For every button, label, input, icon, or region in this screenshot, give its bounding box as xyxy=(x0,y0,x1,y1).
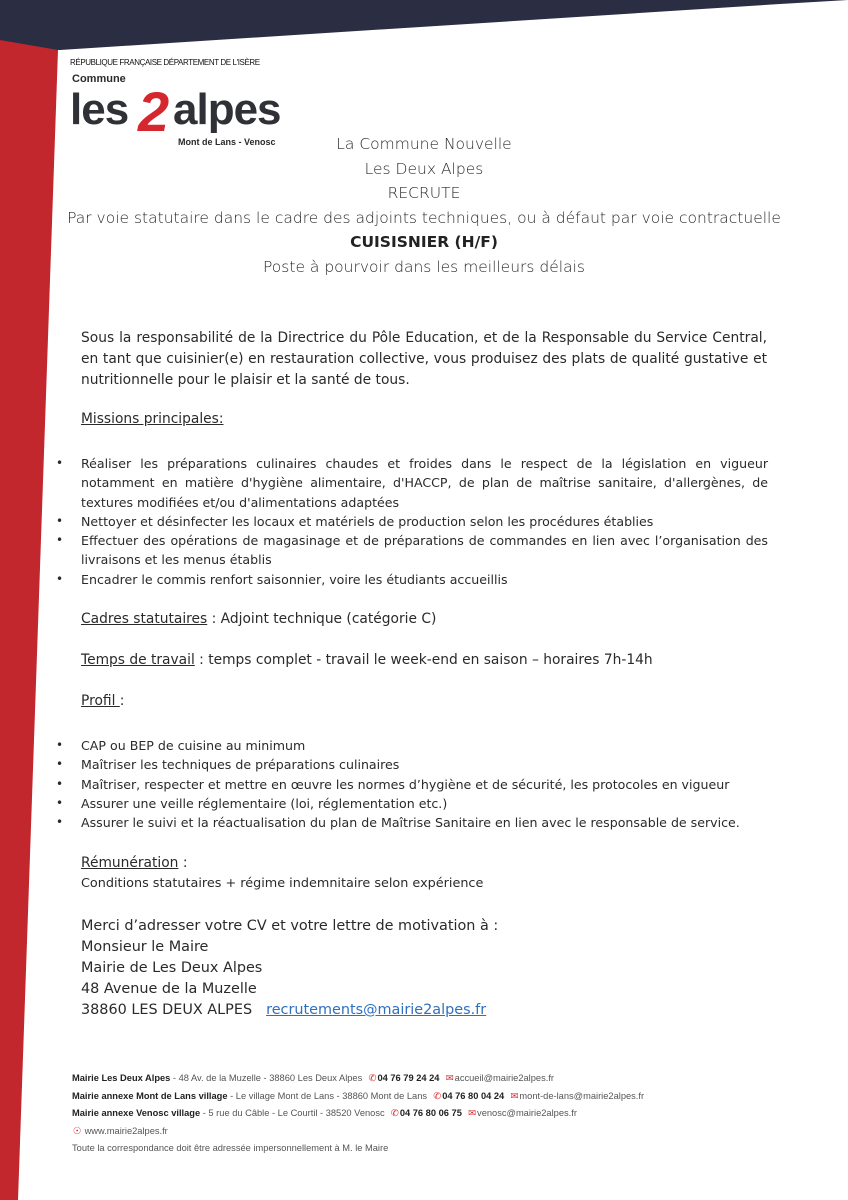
phone-icon: ✆ xyxy=(433,1090,442,1101)
job-title: CUISISNIER (H/F) xyxy=(350,233,498,251)
top-decorative-band xyxy=(0,0,848,50)
footer-phone: 04 76 80 04 24 xyxy=(442,1090,505,1101)
temps-value: : temps complet - travail le week-end en saison – horaires 7h-14h xyxy=(194,652,653,668)
footer-name: Mairie Les Deux Alpes xyxy=(72,1073,171,1083)
republic-line: RÉPUBLIQUE FRANÇAISE DÉPARTEMENT DE L'ISÈRE xyxy=(70,58,260,67)
globe-icon: ☉ xyxy=(72,1125,82,1136)
missions-list xyxy=(56,454,768,589)
intro-paragraph: Sous la responsabilité de la Directrice du Pôle Education, et de la Responsable du Service Central, en tant que cuisinier(e) en restauration collective, vous produisez des plats de qualité gustative et nutritionnelle pour le plaisir et la santé de tous. xyxy=(81,330,767,388)
list-item: • Maîtriser, respecter et mettre en œuvre les normes d’hygiène et de sécurité, les protocoles en vigueur xyxy=(56,775,768,794)
mail-icon: ✉ xyxy=(510,1090,519,1101)
mail-icon: ✉ xyxy=(445,1073,454,1083)
profil-colon: : xyxy=(119,693,125,709)
footer-email[interactable]: accueil@mairie2alpes.fr xyxy=(454,1073,555,1083)
title-recrute: RECRUTE xyxy=(387,184,461,202)
list-item: • Nettoyer et désinfecter les locaux et matériels de production selon les procédures établies xyxy=(56,512,768,531)
logo-les-text: les xyxy=(70,85,129,134)
phone-icon: ✆ xyxy=(390,1108,399,1118)
title-statutory-path: Par voie statutaire dans le cadre des adjoints techniques, ou à défaut par voie contractuelle xyxy=(67,208,781,227)
title-commune-nouvelle: La Commune Nouvelle xyxy=(336,135,512,153)
contact-block xyxy=(81,916,498,1021)
title-les-deux-alpes: Les Deux Alpes xyxy=(364,159,484,178)
cadres-value: : Adjoint technique (catégorie C) xyxy=(207,611,437,627)
footer-email[interactable]: mont-de-lans@mairie2alpes.fr xyxy=(519,1090,645,1101)
footer-note: Toute la correspondance doit être adressée impersonnellement à M. le Maire xyxy=(72,1143,389,1153)
contact-org: Mairie de Les Deux Alpes xyxy=(81,960,263,976)
list-item: • Encadrer le commis renfort saisonnier, voire les étudiants accueillis xyxy=(56,570,768,589)
footer-address: - Le village Mont de Lans - 38860 Mont de Lans xyxy=(227,1090,428,1101)
profil-heading xyxy=(81,693,124,709)
logo-alpes-text: alpes xyxy=(173,85,281,134)
temps-line xyxy=(81,652,653,668)
profil-list xyxy=(56,736,768,832)
footer-email[interactable]: venosc@mairie2alpes.fr xyxy=(477,1108,577,1118)
remuneration-label: Rémunération xyxy=(81,855,179,871)
contact-city-line xyxy=(81,1000,498,1021)
footer-website-row xyxy=(72,1123,644,1141)
remuneration-heading xyxy=(81,855,187,871)
missions-label: Missions principales: xyxy=(81,411,224,427)
footer-address: - 48 Av. de la Muzelle - 38860 Les Deux Alpes xyxy=(170,1073,363,1083)
footer-name: Mairie annexe Venosc village xyxy=(72,1108,201,1118)
footer-phone: 04 76 79 24 24 xyxy=(377,1073,440,1083)
phone-icon: ✆ xyxy=(368,1073,377,1083)
contact-email-link[interactable]: recrutements@mairie2alpes.fr xyxy=(266,1002,487,1018)
footer-row-venosc xyxy=(72,1105,644,1123)
list-item: • Réaliser les préparations culinaires chaudes et froides dans le respect de la législation en vigueur notamment en matière d'hygiène alimentaire, d'HACCP, de plan de maîtrise sanitaire, d'allergènes, de textures modifiées et/ou d'alimentations adaptées xyxy=(56,454,768,512)
logo-two-glyph: 2 xyxy=(138,80,170,143)
missions-heading xyxy=(81,411,224,427)
contact-city: 38860 LES DEUX ALPES xyxy=(81,1002,253,1018)
list-item: • Assurer une veille réglementaire (loi, réglementation etc.) xyxy=(56,794,768,813)
list-item: • Maîtriser les techniques de préparations culinaires xyxy=(56,755,768,774)
footer-row-main xyxy=(72,1070,644,1088)
list-item: • Assurer le suivi et la réactualisation du plan de Maîtrise Sanitaire en lien avec le responsable de service. xyxy=(56,813,768,832)
list-item: • CAP ou BEP de cuisine au minimum xyxy=(56,736,768,755)
temps-label: Temps de travail xyxy=(81,652,195,668)
profil-label: Profil xyxy=(81,693,120,709)
left-decorative-band xyxy=(0,0,60,1200)
announcement-titles xyxy=(60,132,788,279)
cadres-line xyxy=(81,611,436,627)
footer-row-mont-de-lans xyxy=(72,1088,644,1106)
mail-icon: ✉ xyxy=(468,1108,476,1118)
logo-commune-text: Commune xyxy=(72,73,126,85)
remuneration-colon: : xyxy=(178,855,188,871)
contact-street: 48 Avenue de la Muzelle xyxy=(81,981,257,997)
title-availability: Poste à pourvoir dans les meilleurs délais xyxy=(263,257,585,276)
contact-intro: Merci d’adresser votre CV et votre lettre de motivation à : xyxy=(81,918,499,934)
cadres-label: Cadres statutaires xyxy=(81,611,208,627)
logo-subtitle: Mont de Lans - Venosc xyxy=(178,137,276,147)
footer-name: Mairie annexe Mont de Lans village xyxy=(72,1090,228,1101)
remuneration-value: Conditions statutaires + régime indemnitaire selon expérience xyxy=(81,876,484,891)
footer-address: - 5 rue du Câble - Le Courtil - 38520 Venosc xyxy=(200,1108,385,1118)
footer-phone: 04 76 80 06 75 xyxy=(399,1108,462,1118)
contact-name: Monsieur le Maire xyxy=(81,939,209,955)
list-item: • Effectuer des opérations de magasinage et de préparations de commandes en lien avec l’organisation des livraisons et les menus établis xyxy=(56,531,768,570)
footer xyxy=(72,1070,644,1158)
footer-website[interactable]: www.mairie2alpes.fr xyxy=(84,1125,168,1136)
